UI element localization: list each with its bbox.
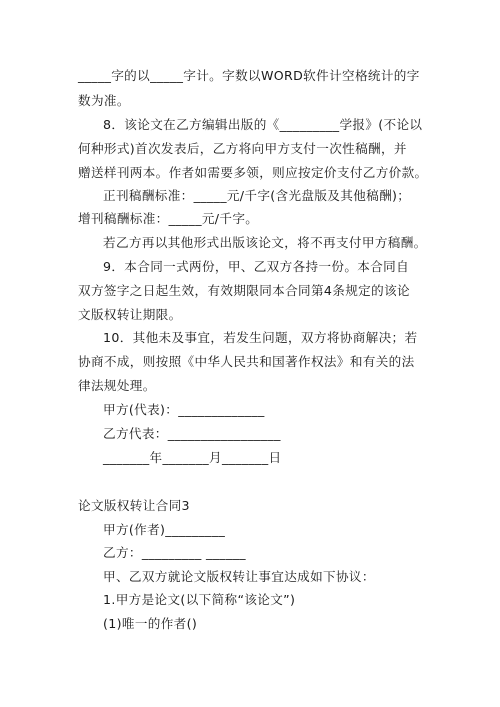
- party-b-signature-line: 乙方代表：_________________: [103, 426, 281, 441]
- party-a-signature-line: 甲方(代表)：_____________: [103, 402, 265, 417]
- section-title: 论文版权转让合同3: [78, 498, 190, 513]
- agreement-intro-line: 甲、乙双方就论文版权转让事宜达成如下协议：: [103, 569, 375, 584]
- date-line: _______年_______月_______日: [103, 450, 282, 465]
- supplement-fee-line: 增刊稿酬标准：_____元/千字。: [78, 211, 259, 226]
- text-line: 若乙方再以其他形式出版该论文，将不再支付甲方稿酬。: [103, 235, 427, 250]
- text-line: 协商不成，则按照《中华人民共和国著作权法》和有关的法: [78, 354, 415, 369]
- text-line: 何种形式)首次发表后，乙方将向甲方支付一次性稿酬，并: [78, 141, 407, 156]
- party-b-line: 乙方：_________ ______: [103, 545, 246, 560]
- clause-1-1-line: (1)唯一的作者(): [103, 616, 198, 631]
- text-line: _____字的以_____字计。字数以WORD软件计空格统计的字: [78, 68, 420, 83]
- clause-10-line: 10．其他未及事宜，若发生问题，双方将协商解决；若: [103, 330, 418, 345]
- text-line: 双方签字之日起生效，有效期限同本合同第4条规定的该论: [78, 283, 410, 298]
- text-line: 律法规处理。: [78, 378, 156, 393]
- text-line: 文版权转让期限。: [78, 307, 182, 322]
- party-a-line: 甲方(作者)_________: [103, 522, 226, 537]
- clause-8-line: 8．该论文在乙方编辑出版的《_________学报》(不论以: [103, 117, 423, 132]
- text-line: 赠送样刊两本。作者如需要多领，则应按定价支付乙方价款。: [78, 165, 428, 180]
- clause-9-line: 9．本合同一式两份，甲、乙双方各持一份。本合同自: [103, 259, 410, 274]
- clause-1-line: 1.甲方是论文(以下简称“该论文”): [103, 592, 296, 607]
- regular-fee-line: 正刊稿酬标准：_____元/千字(含光盘版及其他稿酬)；: [103, 188, 411, 203]
- text-line: 数为准。: [78, 93, 130, 108]
